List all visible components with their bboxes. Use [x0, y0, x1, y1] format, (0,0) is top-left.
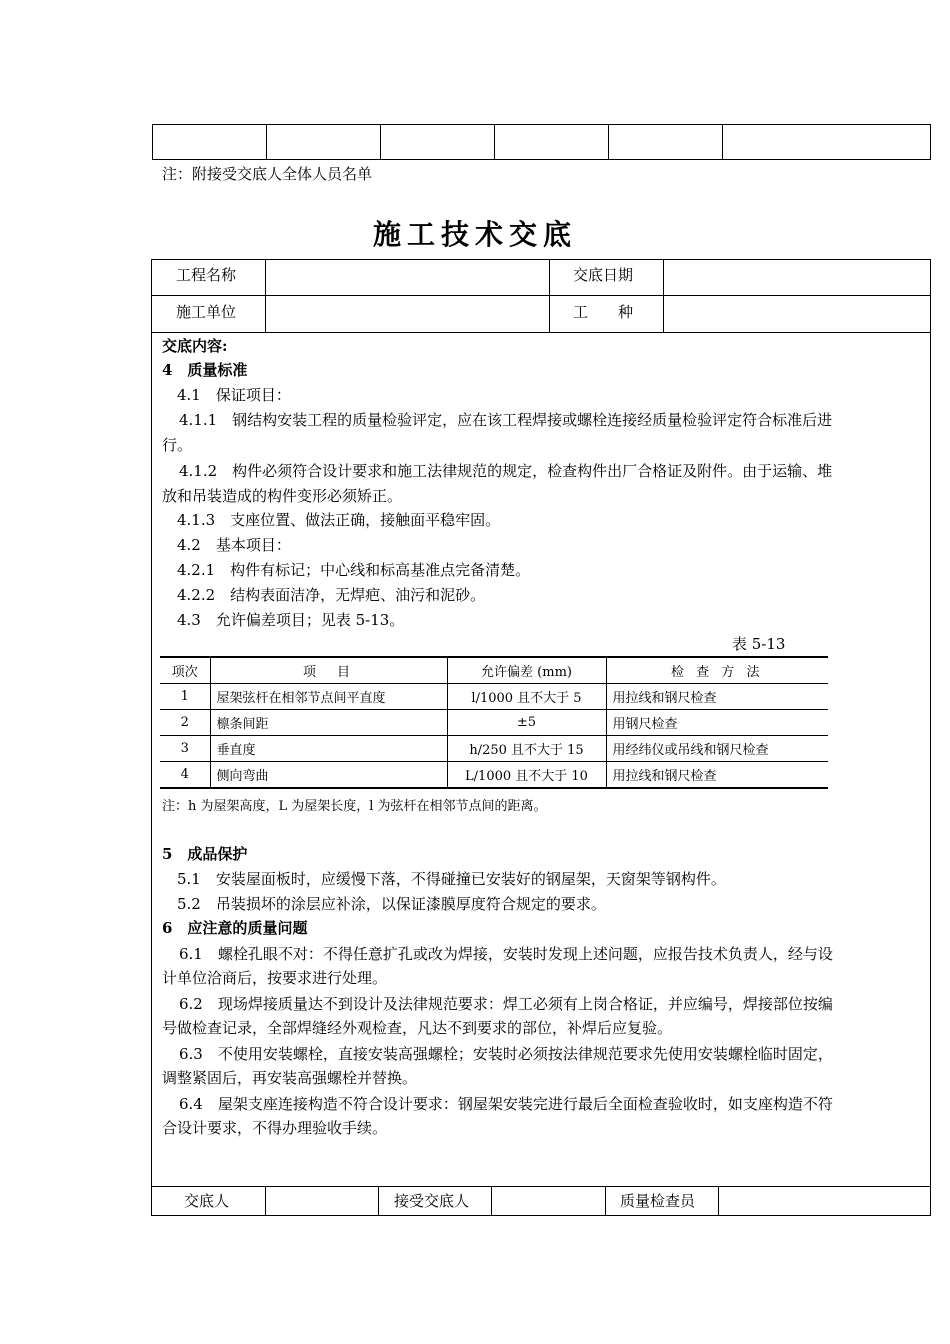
- paragraph: 计单位洽商后，按要求进行处理。: [162, 969, 388, 987]
- table-cell: [609, 125, 723, 160]
- column-header: 允许偏差 (mm): [447, 657, 606, 684]
- table-cell: 侧向弯曲: [210, 762, 447, 789]
- table-cell: 3: [160, 736, 210, 762]
- paragraph: 5.1 安装屋面板时，应缓慢下落，不得碰撞已安装好的钢屋架，天窗架等钢构件。: [177, 870, 726, 888]
- table-row: [160, 736, 828, 762]
- table-cell: L/1000 且不大于 10: [447, 762, 606, 789]
- table-cell: 4: [160, 762, 210, 789]
- paragraph: 4.1 保证项目：: [177, 386, 291, 404]
- section-heading: 5 成品保护: [162, 845, 248, 863]
- paragraph: 号做检查记录，全部焊缝经外观检查，凡达不到要求的部位，补焊后应复验。: [162, 1019, 673, 1037]
- quality-inspector-label: 质量检查员: [620, 1192, 696, 1210]
- column-header: 检 查 方 法: [606, 657, 828, 684]
- table-cell: ±5: [447, 710, 606, 736]
- table-cell: 垂直度: [210, 736, 447, 762]
- trade-label: 工 种: [573, 303, 634, 321]
- column-header: 项 目: [210, 657, 447, 684]
- paragraph: 6.2 现场焊接质量达不到设计及法律规范要求：焊工必须有上岗合格证，并应编号，焊接部位按编: [179, 995, 833, 1013]
- table-cell: l/1000 且不大于 5: [447, 684, 606, 710]
- table-cell: 1: [160, 684, 210, 710]
- table-row: [160, 762, 828, 789]
- previous-page-table: [152, 124, 931, 160]
- paragraph: 6.1 螺栓孔眼不对：不得任意扩孔或改为焊接，安装时发现上述问题，应报告技术负责人，经与设: [179, 945, 833, 963]
- table-note: 注：h 为屋架高度，L 为屋架长度，l 为弦杆在相邻节点间的距离。: [162, 799, 547, 814]
- paragraph: 4.3 允许偏差项目；见表 5-13。: [177, 611, 405, 629]
- table-row: [160, 684, 828, 710]
- paragraph: 4.2 基本项目：: [177, 536, 291, 554]
- table-caption: 表 5-13: [732, 635, 786, 653]
- attachment-note: 注：附接受交底人全体人员名单: [162, 165, 373, 183]
- handover-person-label: 交底人: [184, 1192, 230, 1210]
- paragraph: 调整紧固后，再安装高强螺栓并替换。: [162, 1069, 418, 1087]
- paragraph: 4.2.1 构件有标记；中心线和标高基准点完备清楚。: [177, 561, 531, 579]
- table-cell: 屋架弦杆在相邻节点间平直度: [210, 684, 447, 710]
- document-title: 施工技术交底: [372, 218, 577, 251]
- table-cell: 用拉线和钢尺检查: [606, 762, 828, 789]
- table-cell: [267, 125, 381, 160]
- section-heading: 4 质量标准: [162, 361, 248, 379]
- table-cell: 用拉线和钢尺检查: [606, 684, 828, 710]
- paragraph: 合设计要求，不得办理验收手续。: [162, 1119, 388, 1137]
- section-heading: 6 应注意的质量问题: [162, 919, 308, 937]
- paragraph: 行。: [162, 436, 193, 454]
- table-cell: [153, 125, 267, 160]
- table-cell: [381, 125, 495, 160]
- tolerance-table: [160, 656, 828, 789]
- content-heading: 交底内容:: [162, 337, 228, 355]
- table-cell: h/250 且不大于 15: [447, 736, 606, 762]
- construction-unit-label: 施工单位: [176, 303, 237, 321]
- paragraph: 4.1.2 构件必须符合设计要求和施工法律规范的规定，检查构件出厂合格证及附件。由于运输、堆: [179, 462, 833, 480]
- table-header-row: [160, 657, 828, 684]
- table-cell: 用钢尺检查: [606, 710, 828, 736]
- receiver-label: 接受交底人: [394, 1192, 470, 1210]
- table-cell: 檩条间距: [210, 710, 447, 736]
- table-cell: [495, 125, 609, 160]
- paragraph: 4.1.3 支座位置、做法正确，接触面平稳牢固。: [177, 511, 501, 529]
- table-cell: 2: [160, 710, 210, 736]
- table-row: [160, 710, 828, 736]
- paragraph: 6.3 不使用安装螺栓，直接安装高强螺栓；安装时必须按法律规范要求先使用安装螺栓临时固定，: [179, 1045, 833, 1063]
- paragraph: 6.4 屋架支座连接构造不符合设计要求：钢屋架安装完进行最后全面检查验收时，如支座构造不符: [179, 1095, 833, 1113]
- paragraph: 5.2 吊装损坏的涂层应补涂，以保证漆膜厚度符合规定的要求。: [177, 895, 606, 913]
- handover-date-label: 交底日期: [573, 266, 634, 284]
- column-header: 项次: [160, 657, 210, 684]
- paragraph: 4.1.1 钢结构安装工程的质量检验评定，应在该工程焊接或螺栓连接经质量检验评定符合标准后进: [179, 411, 833, 429]
- table-cell: [723, 125, 931, 160]
- paragraph: 放和吊装造成的构件变形必须矫正。: [162, 487, 403, 505]
- paragraph: 4.2.2 结构表面洁净，无焊疤、油污和泥砂。: [177, 586, 486, 604]
- table-cell: 用经纬仪或吊线和钢尺检查: [606, 736, 828, 762]
- project-name-label: 工程名称: [176, 266, 237, 284]
